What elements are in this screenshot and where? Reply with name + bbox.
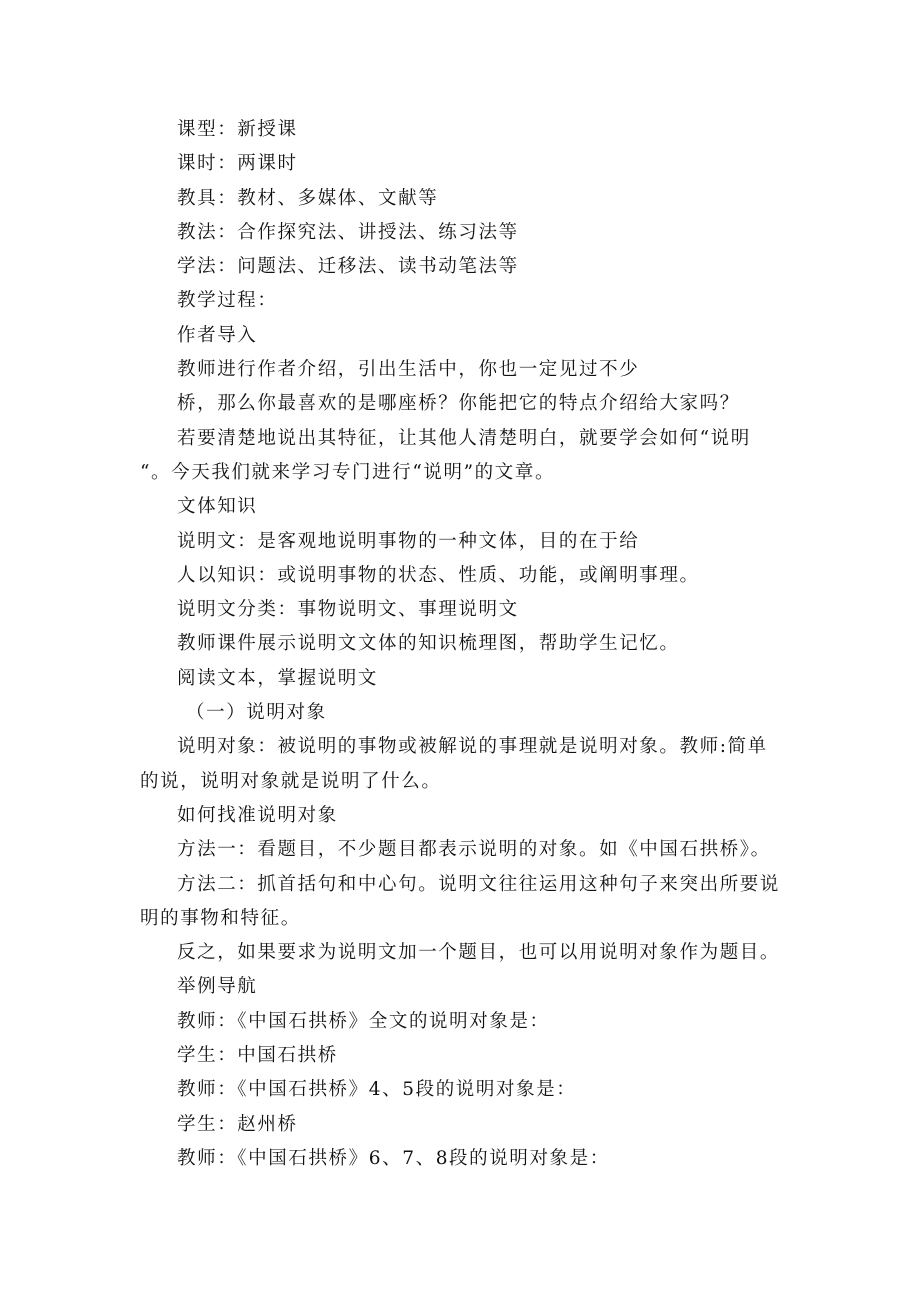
- text-line: 举例导航: [177, 976, 258, 998]
- text-line: 方法二：抓首括句和中心句。说明文往往运用这种句子来突出所要说: [177, 873, 781, 895]
- text-line: （一）说明对象: [186, 702, 327, 724]
- text-line: 学生：中国石拱桥: [177, 1045, 338, 1067]
- text-line: 明的事物和特征。: [140, 907, 301, 929]
- text-line: 若要清楚地说出其特征，让其他人清楚明白，就要学会如何“说明: [177, 427, 751, 449]
- text-line: 阅读文本，掌握说明文: [177, 667, 379, 689]
- text-line: 教师：《中国石拱桥》全文的说明对象是：: [177, 1010, 550, 1032]
- text-line: 学生：赵州桥: [177, 1113, 298, 1135]
- text-line: 说明文：是客观地说明事物的一种文体，目的在于给: [177, 530, 640, 552]
- text-line: 桥，那么你最喜欢的是哪座桥？你能把它的特点介绍给大家吗？: [177, 393, 740, 415]
- text-line: “。今天我们就来学习专门进行“说明”的文章。: [140, 461, 556, 483]
- text-line: 课型：新授课: [177, 119, 298, 140]
- text-line: 人以知识：或说明事物的状态、性质、功能，或阐明事理。: [177, 564, 700, 586]
- text-line: 文体知识: [177, 496, 258, 518]
- text-line: 如何找准说明对象: [177, 804, 338, 826]
- text-line: 教师课件展示说明文文体的知识梳理图，帮助学生记忆。: [177, 633, 680, 655]
- text-line: 说明文分类：事物说明文、事理说明文: [177, 599, 519, 621]
- text-line: 反之，如果要求为说明文加一个题目，也可以用说明对象作为题目。: [177, 942, 781, 964]
- text-line: 方法一：看题目，不少题目都表示说明的对象。如《中国石拱桥》。: [177, 839, 771, 861]
- text-line: 教具：教材、多媒体、文献等: [177, 187, 439, 209]
- text-line: 教学过程：: [177, 290, 278, 312]
- text-line: 教师进行作者介绍，引出生活中，你也一定见过不少: [177, 359, 640, 381]
- body-text: [140, 113, 780, 1176]
- text-line: 教师：《中国石拱桥》6、7、8段的说明对象是：: [177, 1147, 610, 1169]
- text-line: 作者导入: [177, 324, 258, 346]
- text-line: 的说，说明对象就是说明了什么。: [140, 770, 442, 792]
- text-line: 课时：两课时: [177, 153, 298, 175]
- text-line: 说明对象：被说明的事物或被解说的事理就是说明对象。教师:简单: [177, 736, 768, 758]
- text-line: 教师：《中国石拱桥》4、5段的说明对象是：: [177, 1079, 577, 1101]
- text-line: 学法：问题法、迁移法、读书动笔法等: [177, 256, 519, 278]
- text-line: 教法：合作探究法、讲授法、练习法等: [177, 221, 519, 243]
